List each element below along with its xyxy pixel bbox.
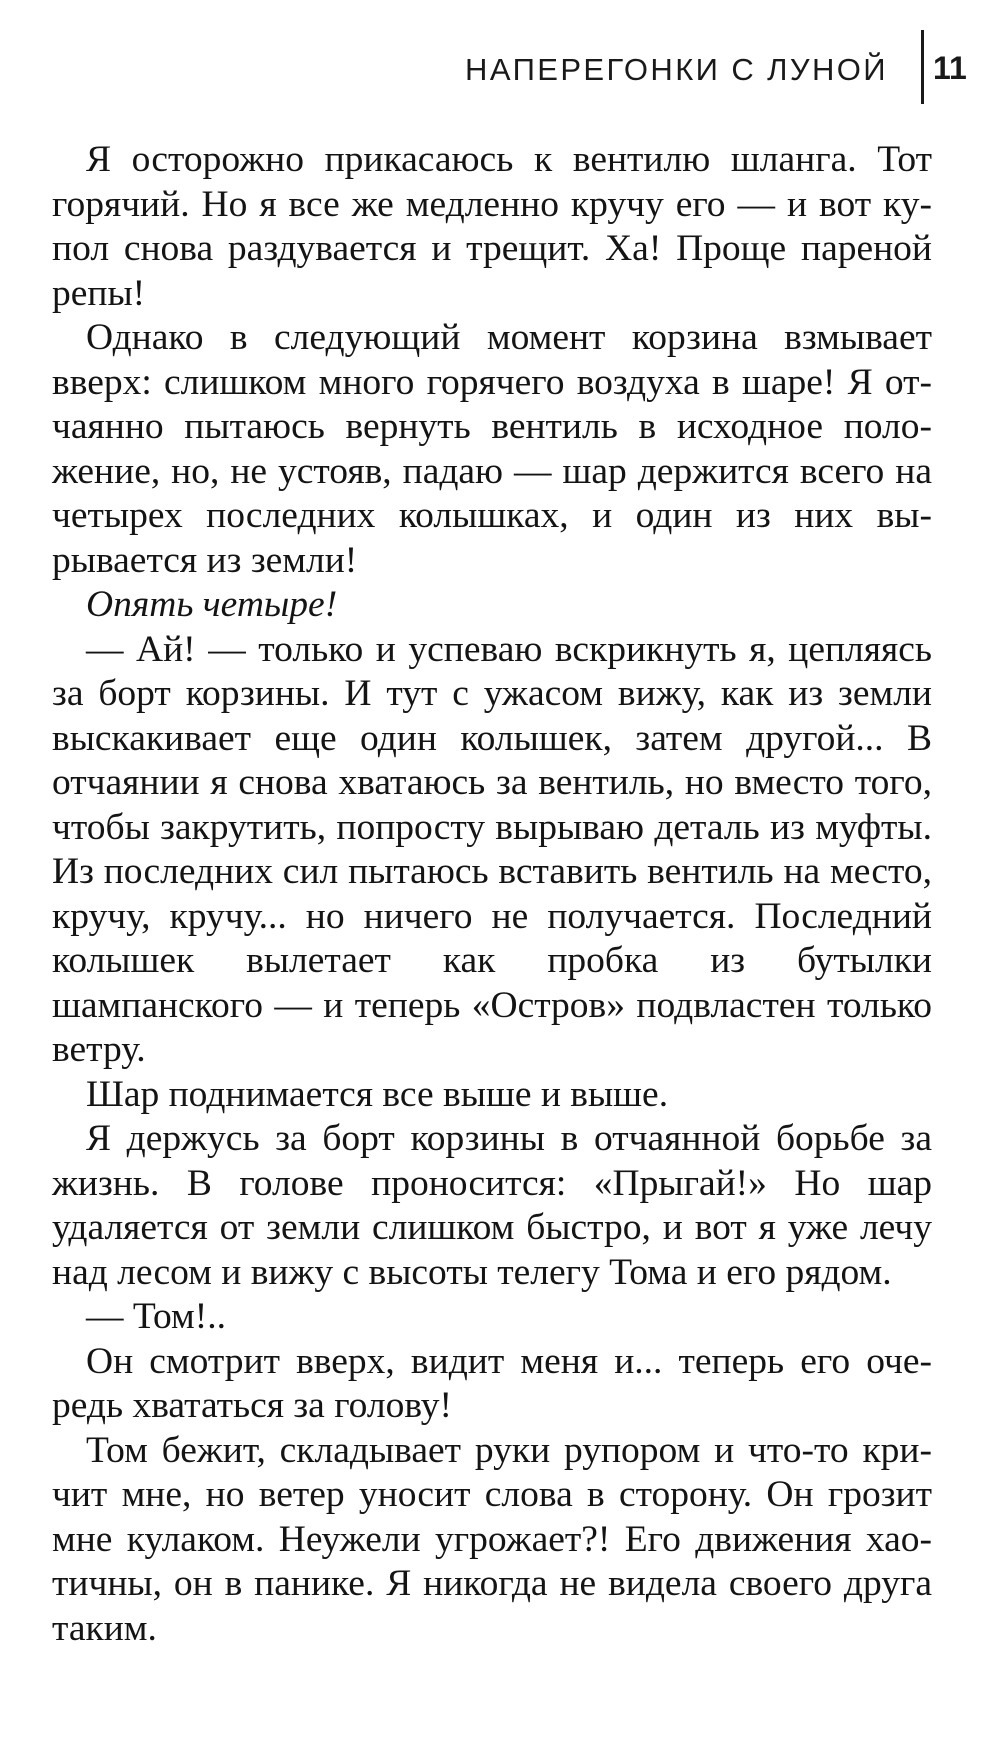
dialogue-paragraph: — Том!.. [86,1296,226,1337]
paragraph: Я держусь за борт корзины в отчаянной борьбе за жизнь. В голове проносится: «Прыгай!» Но шар удаляется от земли слишком быстро, и вот я уже лечу над лесом и вижу с высоты телегу Тома и его рядом. [52,1118,932,1293]
paragraph: Том бежит, складывает руки рупором и что-то кричит мне, но ветер уносит слова в сторону. Он грозит мне кулаком. Неужели угрожает?! Его движения хаотичны, он в панике. Я никогда не видела своего друга таким. [52,1429,932,1649]
body-text [52,138,932,1651]
paragraph: Шар поднимается все выше и выше. [86,1073,669,1115]
paragraph: Однако в следующий момент корзина взмывает вверх: слишком много горячего воздуха в шаре! Я отчаянно пытаюсь вернуть вентиль в исходное положение, но, не устояв, падаю — шар держится всего на четырех последних колышках, и один из них вырывается из земли! [52,317,932,581]
header-divider [921,30,924,104]
page-number: 11 [933,50,967,86]
running-title: НАПЕРЕГОНКИ С ЛУНОЙ [465,52,888,87]
dialogue-paragraph: — Ай! — только и успеваю вскрикнуть я, цепляясь за борт корзины. И тут с ужасом вижу, как из земли выскакивает еще один колышек, затем другой... В отчаянии я снова хватаюсь за вентиль, но вместо того, чтобы закрутить, попросту вырываю деталь из муфты. Из последних сил пытаюсь вставить вентиль на место, кручу, кручу... но ничего не получается. Последний колышек вылетает как пробка из бутылки шампанского — и теперь «Остров» подвластен только ветру. [52,628,932,1070]
paragraph: Я осторожно прикасаюсь к вентилю шланга. Тот горячий. Но я все же медленно кручу его — и вот купол снова раздувается и трещит. Ха! Проще пареной репы! [52,139,932,314]
running-head [0,30,1000,110]
paragraph: Он смотрит вверх, видит меня и... теперь его очередь хвататься за голову! [52,1340,932,1426]
italic-thought: Опять четыре! [86,584,338,625]
